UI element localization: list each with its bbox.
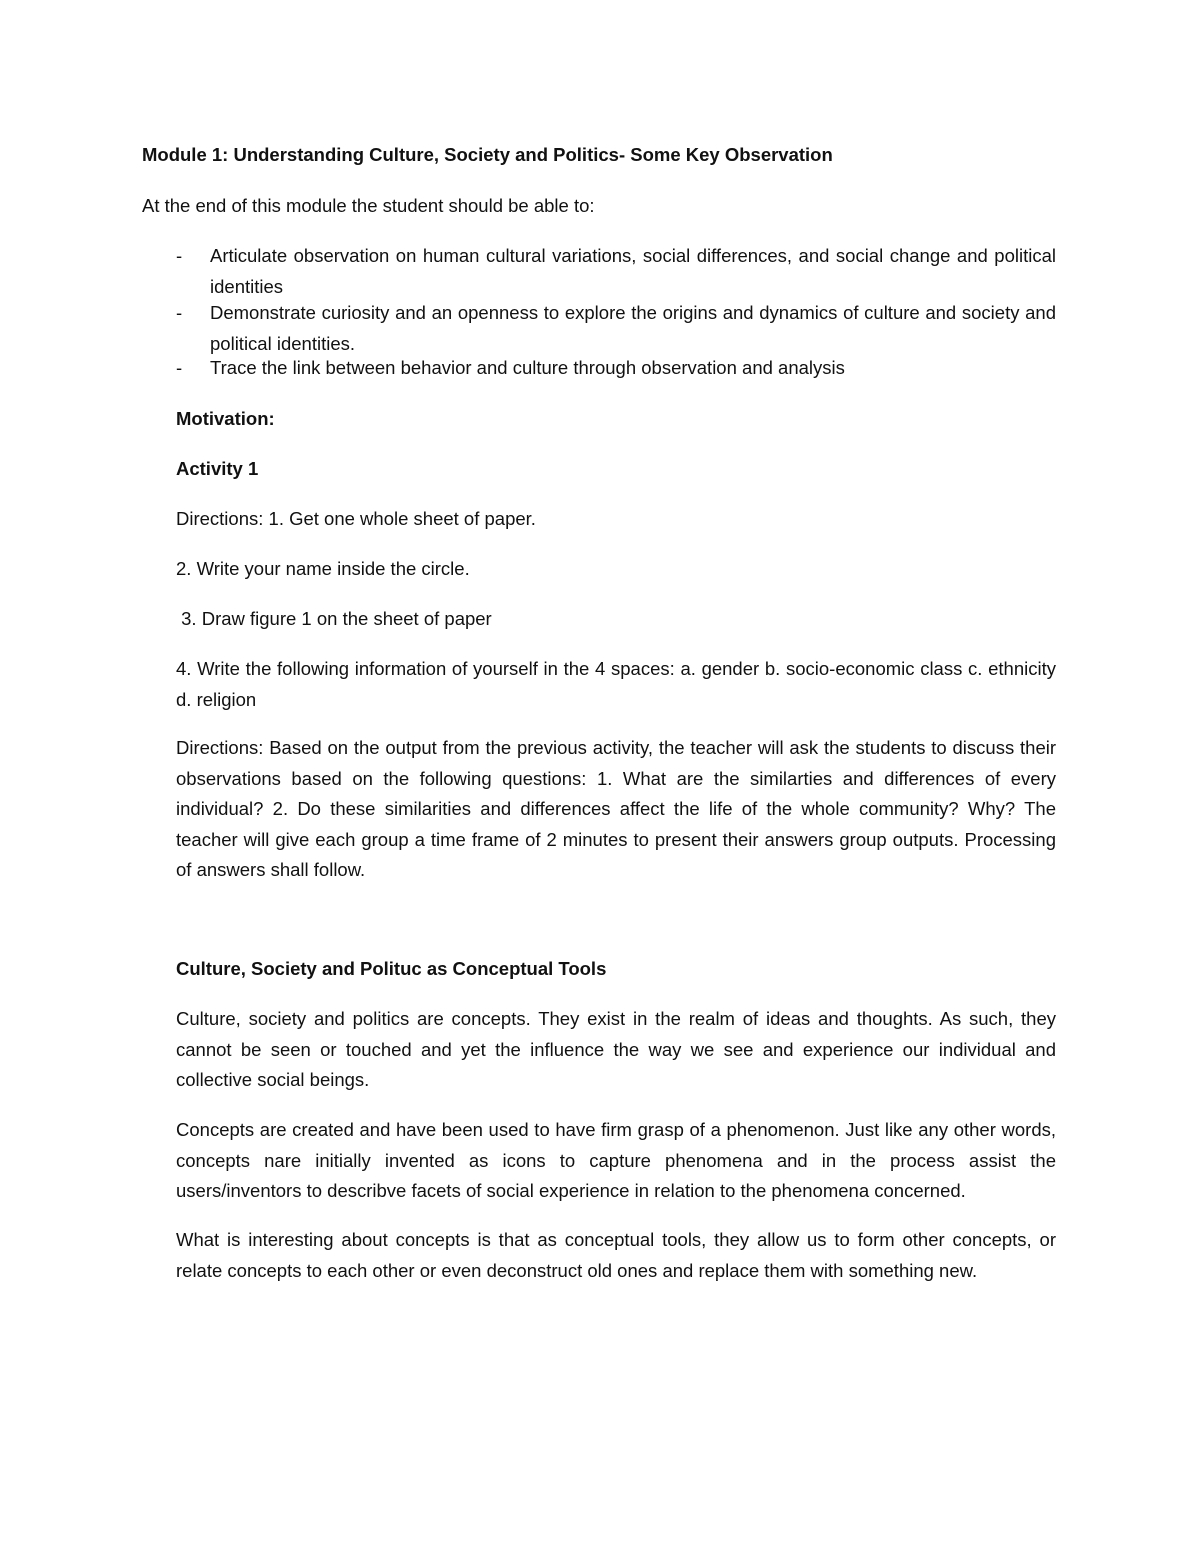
objective-text: Trace the link between behavior and culture through observation and analysis	[210, 357, 845, 378]
direction-step: 2. Write your name inside the circle.	[176, 558, 470, 579]
activity-heading: Activity 1	[176, 458, 259, 479]
body-paragraph: What is interesting about concepts is that as conceptual tools, they allow us to form other concepts, or relate concepts to each other or even deconstruct old ones and replace them with something new.	[176, 1229, 1056, 1281]
objective-text: Demonstrate curiosity and an openness to explore the origins and dynamics of culture and society and political identities.	[210, 302, 1056, 354]
body-paragraph: Culture, society and politics are concepts. They exist in the realm of ideas and thoughts. As such, they cannot be seen or touched and yet the influence the way we see and experience our individual and collective social beings.	[176, 1008, 1056, 1090]
direction-step: 3. Draw figure 1 on the sheet of paper	[176, 608, 492, 629]
module-title: Module 1: Understanding Culture, Society and Politics- Some Key Observation	[142, 144, 833, 165]
motivation-heading: Motivation:	[176, 408, 275, 429]
section-heading: Culture, Society and Polituc as Conceptual Tools	[176, 958, 607, 979]
direction-step: Directions: 1. Get one whole sheet of paper.	[176, 508, 536, 529]
discussion-directions: Directions: Based on the output from the previous activity, the teacher will ask the students to discuss their observations based on the following questions: 1. What are the similarties and differences of every individual? 2. Do these similarities and differences affect the life of the whole community? Why? The teacher will give each group a time frame of 2 minutes to present their answers group outputs. Processing of answers shall follow.	[176, 737, 1056, 880]
intro-text: At the end of this module the student should be able to:	[142, 195, 595, 216]
body-paragraph: Concepts are created and have been used to have firm grasp of a phenomenon. Just like any other words, concepts nare initially invented as icons to capture phenomena and in the process assist the users/inventors to describve facets of social experience in relation to the phenomena concerned.	[176, 1119, 1056, 1201]
direction-step: 4. Write the following information of yourself in the 4 spaces: a. gender b. socio-economic class c. ethnicity d. religion	[176, 658, 1056, 710]
objective-text: Articulate observation on human cultural variations, social differences, and social change and political identities	[210, 245, 1056, 297]
bullet-marker: -	[176, 357, 183, 378]
bullet-marker: -	[176, 302, 183, 323]
bullet-marker: -	[176, 245, 183, 266]
